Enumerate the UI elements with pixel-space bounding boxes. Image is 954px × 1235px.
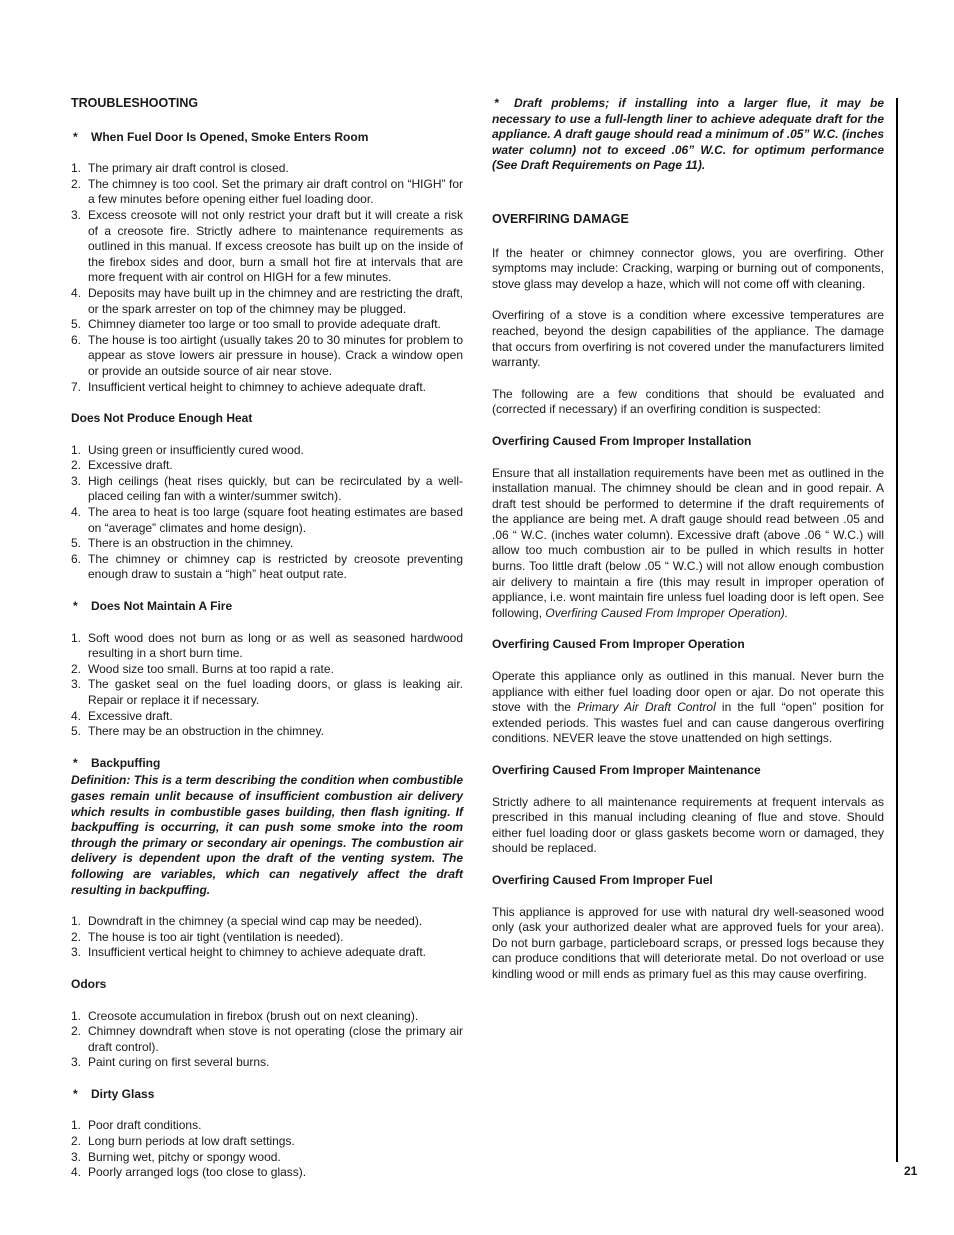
note-star: * <box>494 96 499 110</box>
list-item-text: There is an obstruction in the chimney. <box>88 536 294 551</box>
list-item <box>71 1009 463 1025</box>
list-item-text: Soft wood does not burn as long or as well as seasoned hardwood resulting in a short burn time. <box>88 630 463 661</box>
list-item-text: The gasket seal on the fuel loading doors, or glass is leaking air. Repair or replace it if necessary. <box>88 677 463 707</box>
installation-ref: Overfiring Caused From Improper Operation). <box>545 605 789 620</box>
list-heat <box>71 443 463 583</box>
list-backpuffing <box>71 914 463 961</box>
list-item-number: 4. <box>71 505 82 520</box>
list-item-text: The primary air draft control is closed. <box>88 161 289 176</box>
list-item-number: 1. <box>71 1008 82 1023</box>
section-heading-fire: * Does Not Maintain A Fire <box>71 599 463 615</box>
fuel-para: This appliance is approved for use with natural dry well-seasoned wood only (ask your authorized dealer what are approved fuels for your area). Do not burn garbage, particleboard scraps, or pressed logs because they can produce conditions that will deteriorate metal. Do not overload or use kindling wood or mill ends as primary fuel as this may cause overfiring. <box>492 904 884 981</box>
list-item-text: Excessive draft. <box>88 458 173 473</box>
list-item <box>71 380 463 396</box>
heading-improper-fuel: Overfiring Caused From Improper Fuel <box>492 872 713 887</box>
list-item-number: 3. <box>71 473 82 488</box>
operation-control-name: Primary Air Draft Control <box>577 700 716 715</box>
list-item-number: 4. <box>71 285 82 300</box>
list-item-number: 1. <box>71 630 82 645</box>
list-smoke <box>71 161 463 395</box>
list-item <box>71 1165 463 1181</box>
list-item-number: 7. <box>71 379 82 394</box>
section-heading-smoke: * When Fuel Door Is Opened, Smoke Enters Room <box>71 130 463 146</box>
list-item-text: The chimney or chimney cap is restricted by creosote preventing enough draw to sustain a “high” heat output rate. <box>88 551 463 582</box>
section-heading-heat: Does Not Produce Enough Heat <box>71 411 253 426</box>
list-item <box>71 662 463 678</box>
list-item-number: 5. <box>71 536 82 551</box>
list-item <box>71 1024 463 1055</box>
heading-improper-operation: Overfiring Caused From Improper Operation <box>492 637 745 652</box>
list-item-text: Insufficient vertical height to chimney to achieve adequate draft. <box>88 945 426 960</box>
list-item-number: 2. <box>71 176 82 191</box>
list-item-text: Insufficient vertical height to chimney to achieve adequate draft. <box>88 379 426 394</box>
overfiring-para-3: The following are a few conditions that should be evaluated and (corrected if necessary) if an overfiring condition is suspected: <box>492 386 884 417</box>
list-item-number: 1. <box>71 1118 82 1133</box>
list-item <box>71 552 463 583</box>
list-item-number: 3. <box>71 945 82 960</box>
list-item-number: 4. <box>71 1165 82 1180</box>
section-heading-odors: Odors <box>71 976 107 991</box>
left-column <box>71 96 463 1197</box>
list-item <box>71 1150 463 1166</box>
list-item-text: The chimney is too cool. Set the primary air draft control on “HIGH” for a few minutes before opening either fuel loading door. <box>88 176 463 207</box>
draft-note-text: Draft problems; if installing into a larger flue, it may be necessary to use a full-length liner to achieve adequate draft for the appliance. A draft gauge should read a minimum of .05” W.C. (inches water column) not to exceed .06” W.C. for optimum performance (See Draft Requirements on Page 11). <box>492 96 884 173</box>
maintenance-para: Strictly adhere to all maintenance requirements at frequent intervals as prescribed in this manual including cleaning of flue and stove. Should either fuel loading door or glass gaskets become worn or damaged, they should be replaced. <box>492 794 884 856</box>
list-item-text: The area to heat is too large (square foot heating estimates are based on “average” climates and home design). <box>88 505 463 535</box>
list-item <box>71 443 463 459</box>
list-item <box>71 1118 463 1134</box>
troubleshooting-title: TROUBLESHOOTING <box>71 96 199 110</box>
list-fire <box>71 631 463 740</box>
backpuffing-definition: Definition: This is a term describing the condition when combustible gases remain unlit because of insufficient combustion air delivery which results in combustible gases building, then flash igniting. If backpuffing is occurring, it can push some smoke into the room through the primary or secondary air openings. The combustion air delivery is dependent upon the draft of the venting system. The following are variables, which can negatively affect the draft resulting in backpuffing. <box>71 773 463 897</box>
list-item-text: Chimney downdraft when stove is not operating (close the primary air draft control). <box>88 1024 463 1054</box>
list-item <box>71 1134 463 1150</box>
overfiring-para-1: If the heater or chimney connector glows, you are overfiring. Other symptoms may include: Cracking, warping or burning out of components, stove glass may develop a haze, which will not come off with cleaning. <box>492 245 884 291</box>
list-item <box>71 930 463 946</box>
list-item-number: 2. <box>71 458 82 473</box>
list-item <box>71 161 463 177</box>
list-item-text: Using green or insufficiently cured wood. <box>88 442 304 457</box>
list-item-text: There may be an obstruction in the chimney. <box>88 724 324 739</box>
list-item <box>71 677 463 708</box>
heading-improper-installation: Overfiring Caused From Improper Installation <box>492 433 752 448</box>
installation-text: Ensure that all installation requirements have been met as outlined in the installation manual. The chimney should be clean and in good repair. A draft test should be performed to determine if the draft requirements of the appliance are being met. A draft gauge should read between .05 and .06 “ W.C. (inches water column). Excessive draft (above .06 “ W.C.) will allow too much combustion air to be pulled in which results in hotter burns. Too little draft (below .05 “ W.C.) will not allow enough combustion air delivery to maintain a fire (this may result in improper operation of appliance, i.e. wont maintain fire unless fuel loading door is left open. See following, <box>492 465 884 620</box>
list-item-number: 6. <box>71 551 82 566</box>
list-item <box>71 709 463 725</box>
list-item <box>71 536 463 552</box>
list-item <box>71 474 463 505</box>
list-item-text: Deposits may have built up in the chimney and are restricting the draft, or the spark arrester on top of the chimney may be plugged. <box>88 285 463 316</box>
draft-note <box>492 96 884 174</box>
list-item <box>71 631 463 662</box>
operation-text-b: in the full “open” position for extended periods. This wastes fuel and can cause dangerous overfiring conditions. NEVER leave the stove unattended on high settings. <box>492 700 884 746</box>
list-item-number: 2. <box>71 661 82 676</box>
operation-text-a: Operate this appliance only as outlined in this manual. Never burn the appliance with either fuel loading door open or ajar. Do not operate this stove with the <box>492 669 884 715</box>
overfiring-para-2: Overfiring of a stove is a condition where excessive temperatures are reached, beyond the design capabilities of the appliance. The damage that occurs from overfiring is not covered under the manufacturers limited warranty. <box>492 308 884 370</box>
section-heading-backpuffing: * Backpuffing <box>71 756 463 772</box>
list-item-number: 2. <box>71 1134 82 1149</box>
list-item-text: Excessive draft. <box>88 708 173 723</box>
list-item-number: 6. <box>71 332 82 347</box>
list-item <box>71 505 463 536</box>
right-column <box>492 96 884 999</box>
list-item <box>71 724 463 740</box>
list-item <box>71 914 463 930</box>
list-item-number: 1. <box>71 442 82 457</box>
list-item <box>71 317 463 333</box>
list-item-text: Chimney diameter too large or too small to provide adequate draft. <box>88 317 441 332</box>
list-item <box>71 458 463 474</box>
list-item <box>71 286 463 317</box>
list-item-number: 2. <box>71 1024 82 1039</box>
list-item-text: Long burn periods at low draft settings. <box>88 1134 295 1149</box>
list-item-number: 3. <box>71 1149 82 1164</box>
list-dirty-glass <box>71 1118 463 1180</box>
list-item-text: Poorly arranged logs (too close to glass). <box>88 1165 307 1180</box>
operation-para <box>492 669 884 747</box>
list-item-number: 3. <box>71 1055 82 1070</box>
list-item-text: Poor draft conditions. <box>88 1118 202 1133</box>
heading-improper-maintenance: Overfiring Caused From Improper Maintenance <box>492 763 761 777</box>
list-item-text: Wood size too small. Burns at too rapid a rate. <box>88 661 334 676</box>
list-item-number: 3. <box>71 207 82 222</box>
list-item <box>71 177 463 208</box>
list-item <box>71 208 463 286</box>
list-item-text: Excess creosote will not only restrict your draft but it will create a risk of a creosote fire. Strictly adhere to maintenance requirements as outlined in this manual. If excess creosote has built up on the inside of the firebox sides and door, burn a small hot fire at intervals that are more frequent with air control on HIGH for a few minutes. <box>88 207 463 285</box>
list-item-number: 5. <box>71 317 82 332</box>
list-item-text: The house is too airtight (usually takes 20 to 30 minutes for problem to appear as stove lowers air pressure in house). Crack a window open or provide an outside source of air near stove. <box>88 332 463 378</box>
list-item-text: Downdraft in the chimney (a special wind cap may be needed). <box>88 914 423 929</box>
list-item-number: 1. <box>71 161 82 176</box>
installation-para <box>492 466 884 622</box>
list-item-number: 5. <box>71 724 82 739</box>
list-item-text: Paint curing on first several burns. <box>88 1055 270 1070</box>
list-item-text: Burning wet, pitchy or spongy wood. <box>88 1149 281 1164</box>
list-item-number: 1. <box>71 914 82 929</box>
list-item-text: Creosote accumulation in firebox (brush out on next cleaning). <box>88 1008 419 1023</box>
list-item-text: High ceilings (heat rises quickly, but can be recirculated by a well-placed ceiling fan with a winter/summer switch). <box>88 473 463 504</box>
page-number: 21 <box>904 1164 918 1178</box>
list-item <box>71 333 463 380</box>
list-item-number: 4. <box>71 708 82 723</box>
list-item-text: The house is too air tight (ventilation is needed). <box>88 929 344 944</box>
section-heading-dirty-glass: * Dirty Glass <box>71 1087 463 1103</box>
list-item <box>71 945 463 961</box>
list-odors <box>71 1009 463 1071</box>
list-item-number: 2. <box>71 929 82 944</box>
overfiring-title: OVERFIRING DAMAGE <box>492 211 629 226</box>
list-item-number: 3. <box>71 677 82 692</box>
vertical-rule <box>896 98 898 1162</box>
list-item <box>71 1055 463 1071</box>
